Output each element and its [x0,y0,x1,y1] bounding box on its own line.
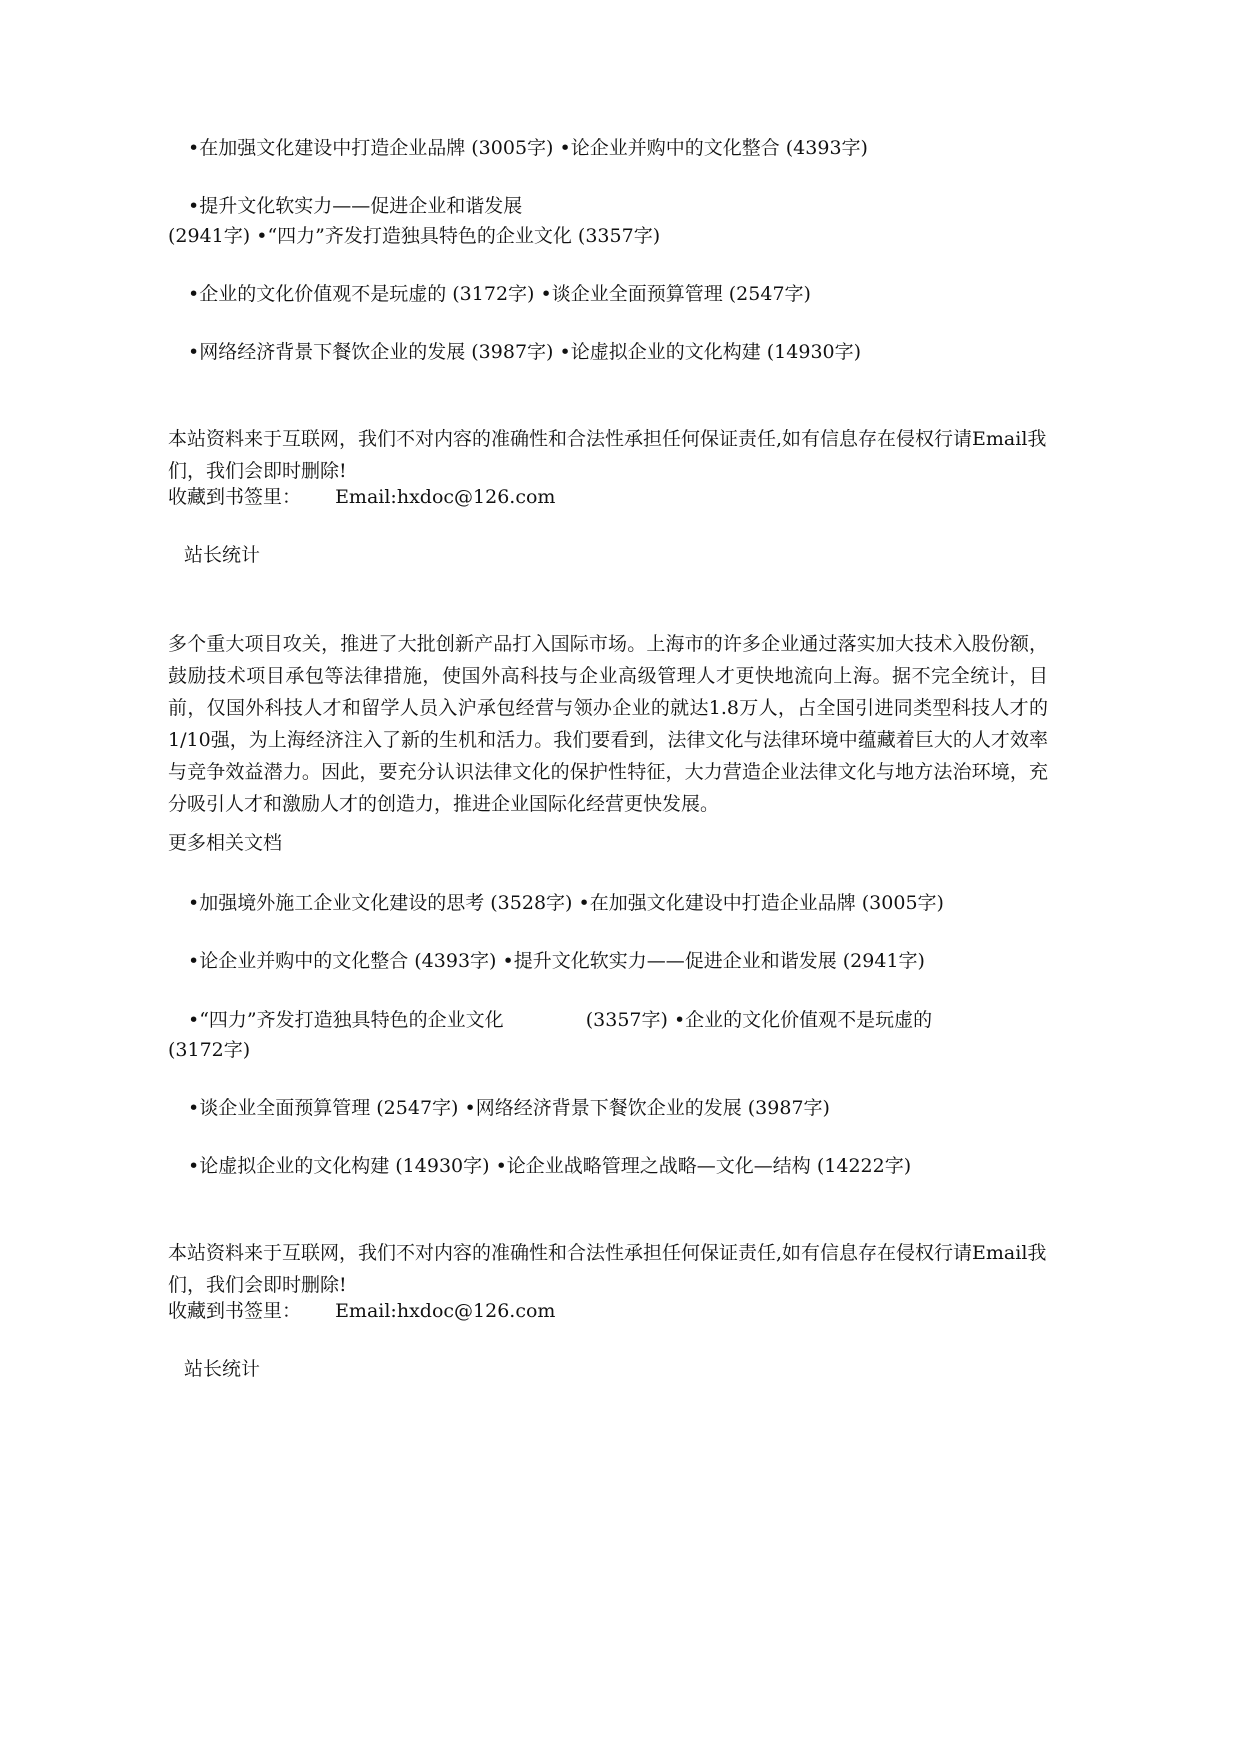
email-link[interactable]: Email:hxdoc@126.com [335,1300,556,1322]
more-docs-label: 更多相关文档 [168,832,283,854]
related-row [188,337,861,367]
related-row [188,1005,932,1035]
article-paragraph: 多个重大项目攻关，推进了大批创新产品打入国际市场。上海市的许多企业通过落实加大技术入股份额，鼓励技术项目承包等法律措施，使国外高科技与企业高级管理人才更快地流向上海。据不完全统计，目前，仅国外科技人才和留学人员入沪承包经营与领办企业的就达1.8万人，占全国引进同类型科技人才的1/10强，为上海经济注入了新的生机和活力。我们要看到，法律文化与法律环境中蕴藏着巨大的人才效率与竞争效益潜力。因此，要充分认识法律文化的保护性特征，大力营造企业法律文化与地方法治环境，充分吸引人才和激励人才的创造力，推进企业国际化经营更快发展。 [168,633,1048,815]
related-link[interactable]: •谈企业全面预算管理 [540,283,723,305]
related-row [188,1151,911,1181]
related-count: (3005字) [861,892,944,914]
related-count: (2941字) [168,225,251,247]
bookmark-link[interactable]: 收藏到书签里： [168,1300,302,1322]
related-count: (3172字) [168,1039,251,1061]
related-row [188,191,522,221]
related-link[interactable]: •“四力”齐发打造独具特色的企业文化 [188,1009,504,1031]
related-link[interactable]: •“四力”齐发打造独具特色的企业文化 [256,225,572,247]
related-link[interactable]: •网络经济背景下餐饮企业的发展 [188,341,466,363]
related-link[interactable]: •提升文化软实力——促进企业和谐发展 [188,195,523,217]
related-row [168,221,660,251]
related-row [168,1035,250,1065]
related-link[interactable]: •论企业并购中的文化整合 [559,137,780,159]
related-link[interactable]: •论企业战略管理之战略—文化—结构 [495,1155,811,1177]
bookmark-link[interactable]: 收藏到书签里： [168,486,302,508]
related-link[interactable]: •论虚拟企业的文化构建 [188,1155,390,1177]
bookmark-row [168,482,555,512]
related-count: (3987字) [747,1097,830,1119]
document-page [168,0,1058,1754]
related-link[interactable]: •论企业并购中的文化整合 [188,950,409,972]
related-link[interactable]: •加强境外施工企业文化建设的思考 [188,892,485,914]
related-count: (3987字) [471,341,554,363]
related-link[interactable]: •提升文化软实力——促进企业和谐发展 [502,950,837,972]
related-count: (3528字) [490,892,573,914]
related-count: (2941字) [842,950,925,972]
related-count: (14930字) [766,341,862,363]
related-count: (4393字) [785,137,868,159]
related-count: (2547字) [376,1097,459,1119]
related-row [188,888,944,918]
disclaimer-text: 本站资料来于互联网，我们不对内容的准确性和合法性承担任何保证责任,如有信息存在侵权行请Email我们，我们会即时删除! [168,428,1047,482]
related-row [188,1093,830,1123]
related-row [188,279,811,309]
related-count: (14222字) [816,1155,912,1177]
disclaimer-text: 本站资料来于互联网，我们不对内容的准确性和合法性承担任何保证责任,如有信息存在侵权行请Email我们，我们会即时删除! [168,1242,1047,1296]
related-count: (14930字) [395,1155,490,1177]
related-link[interactable]: •企业的文化价值观不是玩虚的 [673,1009,933,1031]
related-link[interactable]: •网络经济背景下餐饮企业的发展 [464,1097,742,1119]
related-count: (3005字) [471,137,554,159]
related-row [188,133,868,163]
related-link[interactable]: •论虚拟企业的文化构建 [559,341,761,363]
site-stats-link[interactable]: 站长统计 [184,1358,261,1380]
related-link[interactable]: •谈企业全面预算管理 [188,1097,371,1119]
email-link[interactable]: Email:hxdoc@126.com [335,486,556,508]
bookmark-row [168,1296,555,1326]
related-link[interactable]: •在加强文化建设中打造企业品牌 [188,137,466,159]
related-count: (4393字) [414,950,497,972]
related-count: (3357字) [577,225,661,247]
related-link[interactable]: •企业的文化价值观不是玩虚的 [188,283,447,305]
site-stats-link[interactable]: 站长统计 [184,544,261,566]
related-row [188,946,925,976]
related-count: (3172字) [452,283,535,305]
related-count: (2547字) [728,283,811,305]
related-link[interactable]: •在加强文化建设中打造企业品牌 [578,892,856,914]
related-count: (3357字) [585,1009,668,1031]
